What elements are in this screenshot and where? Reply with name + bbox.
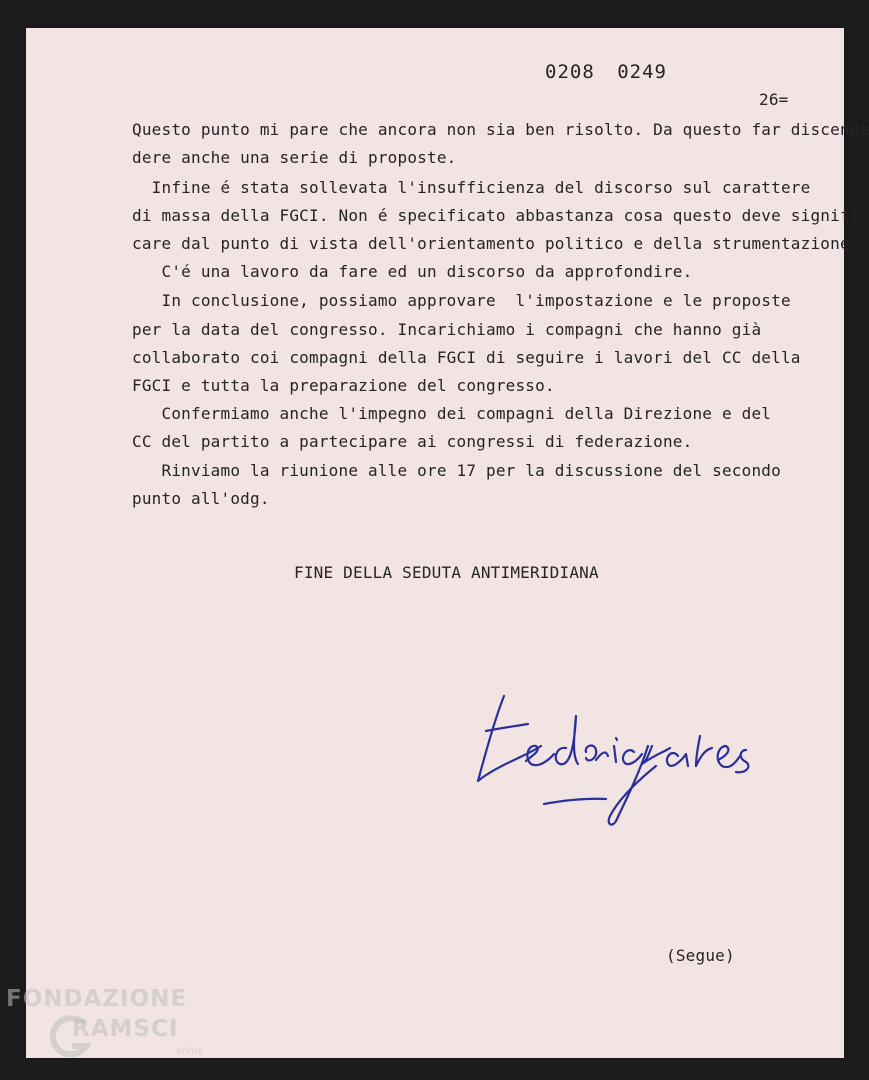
body-line: dere anche una serie di proposte. <box>132 148 457 167</box>
closing-title: FINE DELLA SEDUTA ANTIMERIDIANA <box>294 563 599 582</box>
body-line: Infine é stata sollevata l'insufficienza del discorso sul carattere <box>132 178 811 197</box>
body-line: Questo punto mi pare che ancora non sia ben risolto. Da questo far discende <box>132 120 869 139</box>
body-line: FGCI e tutta la preparazione del congresso. <box>132 376 555 395</box>
watermark-line2: RAMSCI <box>72 1016 179 1042</box>
body-line: di massa della FGCI. Non é specificato abbastanza cosa questo deve signifi- <box>132 206 869 225</box>
body-line: punto all'odg. <box>132 489 270 508</box>
body-line: CC del partito a partecipare ai congressi di federazione. <box>132 432 693 451</box>
body-line: care dal punto di vista dell'orientamento politico e della strumentazione. <box>132 234 860 253</box>
fondazione-gramsci-watermark <box>6 986 226 1066</box>
segue-note: (Segue) <box>666 946 735 965</box>
page-number: 26= <box>759 90 789 109</box>
body-line: C'é una lavoro da fare ed un discorso da approfondire. <box>132 262 693 281</box>
body-line: In conclusione, possiamo approvare l'impostazione e le proposte <box>132 291 791 310</box>
watermark-line1: FONDAZIONE <box>6 986 188 1012</box>
typewritten-page <box>26 28 869 1058</box>
body-line: collaborato coi compagni della FGCI di seguire i lavori del CC della <box>132 348 801 367</box>
body-line: Confermiamo anche l'impegno dei compagni della Direzione e del <box>132 404 772 423</box>
handwritten-signature <box>456 676 756 826</box>
watermark-line3: onlus <box>176 1046 203 1057</box>
body-line: per la data del congresso. Incarichiamo i compagni che hanno già <box>132 320 762 339</box>
body-line: Rinviamo la riunione alle ore 17 per la discussione del secondo <box>132 461 781 480</box>
archive-number: 0208 0249 <box>545 61 667 83</box>
